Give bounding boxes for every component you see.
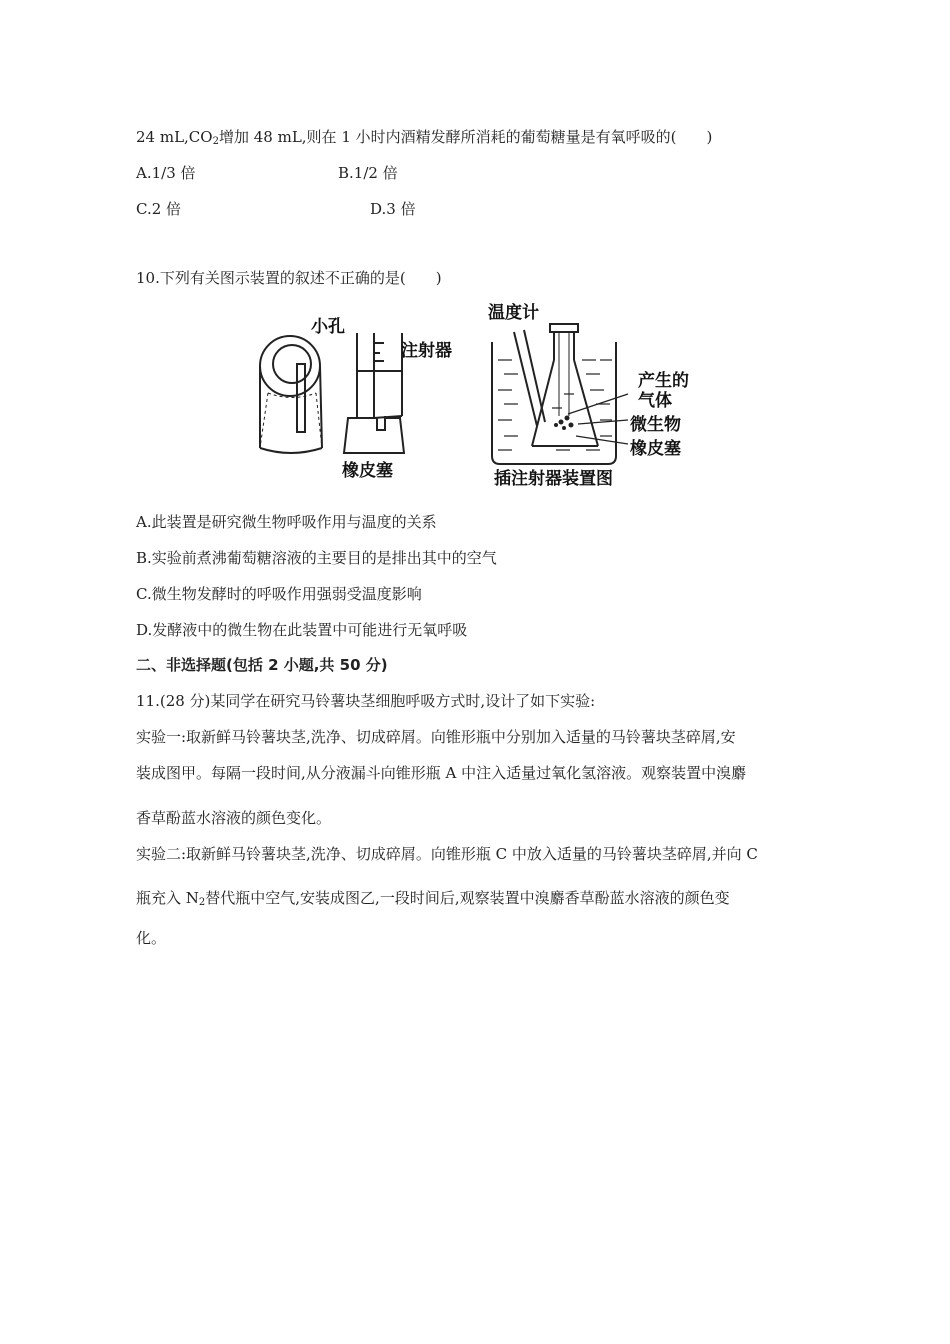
hole-tube — [297, 364, 305, 432]
q11-exp2-line2-suffix: 替代瓶中空气,安装成图乙,一段时间后,观察装置中溴麝香草酚蓝水溶液的颜色变 — [205, 889, 730, 907]
rubber-stopper-shape — [344, 418, 404, 453]
label-thermometer: 温度计 — [488, 303, 539, 323]
q9-option-d: D.3 倍 — [370, 200, 416, 218]
label-syringe: 注射器 — [401, 341, 452, 361]
q9-stem-suffix: 增加 48 mL,则在 1 小时内酒精发酵所消耗的葡萄糖量是有氧呼吸的( ) — [218, 128, 713, 146]
q9-stem-prefix: 24 mL,CO — [136, 128, 213, 146]
label-caption: 插注射器装置图 — [494, 469, 613, 489]
q11-exp1-line2: 装成图甲。每隔一段时间,从分液漏斗向锥形瓶 A 中注入适量过氧化氢溶液。观察装置中溴麝 — [136, 764, 747, 782]
q11-stem: 11.(28 分)某同学在研究马铃薯块茎细胞呼吸方式时,设计了如下实验: — [136, 692, 596, 710]
q11-exp1-line3: 香草酚蓝水溶液的颜色变化。 — [136, 809, 332, 827]
q11-exp2-line3: 化。 — [136, 929, 167, 947]
q10-option-d: D.发酵液中的微生物在此装置中可能进行无氧呼吸 — [136, 621, 468, 639]
apparatus-diagram — [256, 298, 716, 490]
q10-stem: 10.下列有关图示装置的叙述不正确的是( ) — [136, 269, 442, 287]
label-gas-2: 气体 — [638, 391, 672, 411]
label-gas-1: 产生的 — [638, 371, 689, 391]
label-microbe: 微生物 — [630, 415, 681, 435]
flask-top — [550, 324, 578, 332]
q11-exp2-line2-sub: 2 — [198, 897, 206, 908]
q10-option-a: A.此装置是研究微生物呼吸作用与温度的关系 — [136, 513, 437, 531]
q11-exp2-line2-prefix: 瓶充入 N — [136, 889, 199, 907]
label-stopper-left: 橡皮塞 — [342, 461, 393, 481]
q11-exp2-line1: 实验二:取新鲜马铃薯块茎,洗净、切成碎屑。向锥形瓶 C 中放入适量的马铃薯块茎碎屑,并向 C — [136, 845, 758, 863]
q9-option-c: C.2 倍 — [136, 200, 182, 218]
label-hole: 小孔 — [311, 317, 345, 337]
apparatus-figure — [256, 298, 716, 490]
q9-option-a: A.1/3 倍 — [136, 164, 196, 182]
q9-stem — [136, 127, 712, 152]
section2-heading: 二、非选择题(包括 2 小题,共 50 分) — [136, 656, 388, 674]
thermometer-left — [514, 332, 537, 426]
q11-exp2-line2 — [136, 888, 730, 913]
label-stopper-right: 橡皮塞 — [630, 439, 681, 459]
q9-stem-sub: 2 — [212, 136, 219, 147]
q10-option-c: C.微生物发酵时的呼吸作用强弱受温度影响 — [136, 585, 422, 603]
q10-option-b: B.实验前煮沸葡萄糖溶液的主要目的是排出其中的空气 — [136, 549, 497, 567]
q9-option-b: B.1/2 倍 — [338, 164, 398, 182]
q11-exp1-line1: 实验一:取新鲜马铃薯块茎,洗净、切成碎屑。向锥形瓶中分别加入适量的马铃薯块茎碎屑,安 — [136, 728, 736, 746]
